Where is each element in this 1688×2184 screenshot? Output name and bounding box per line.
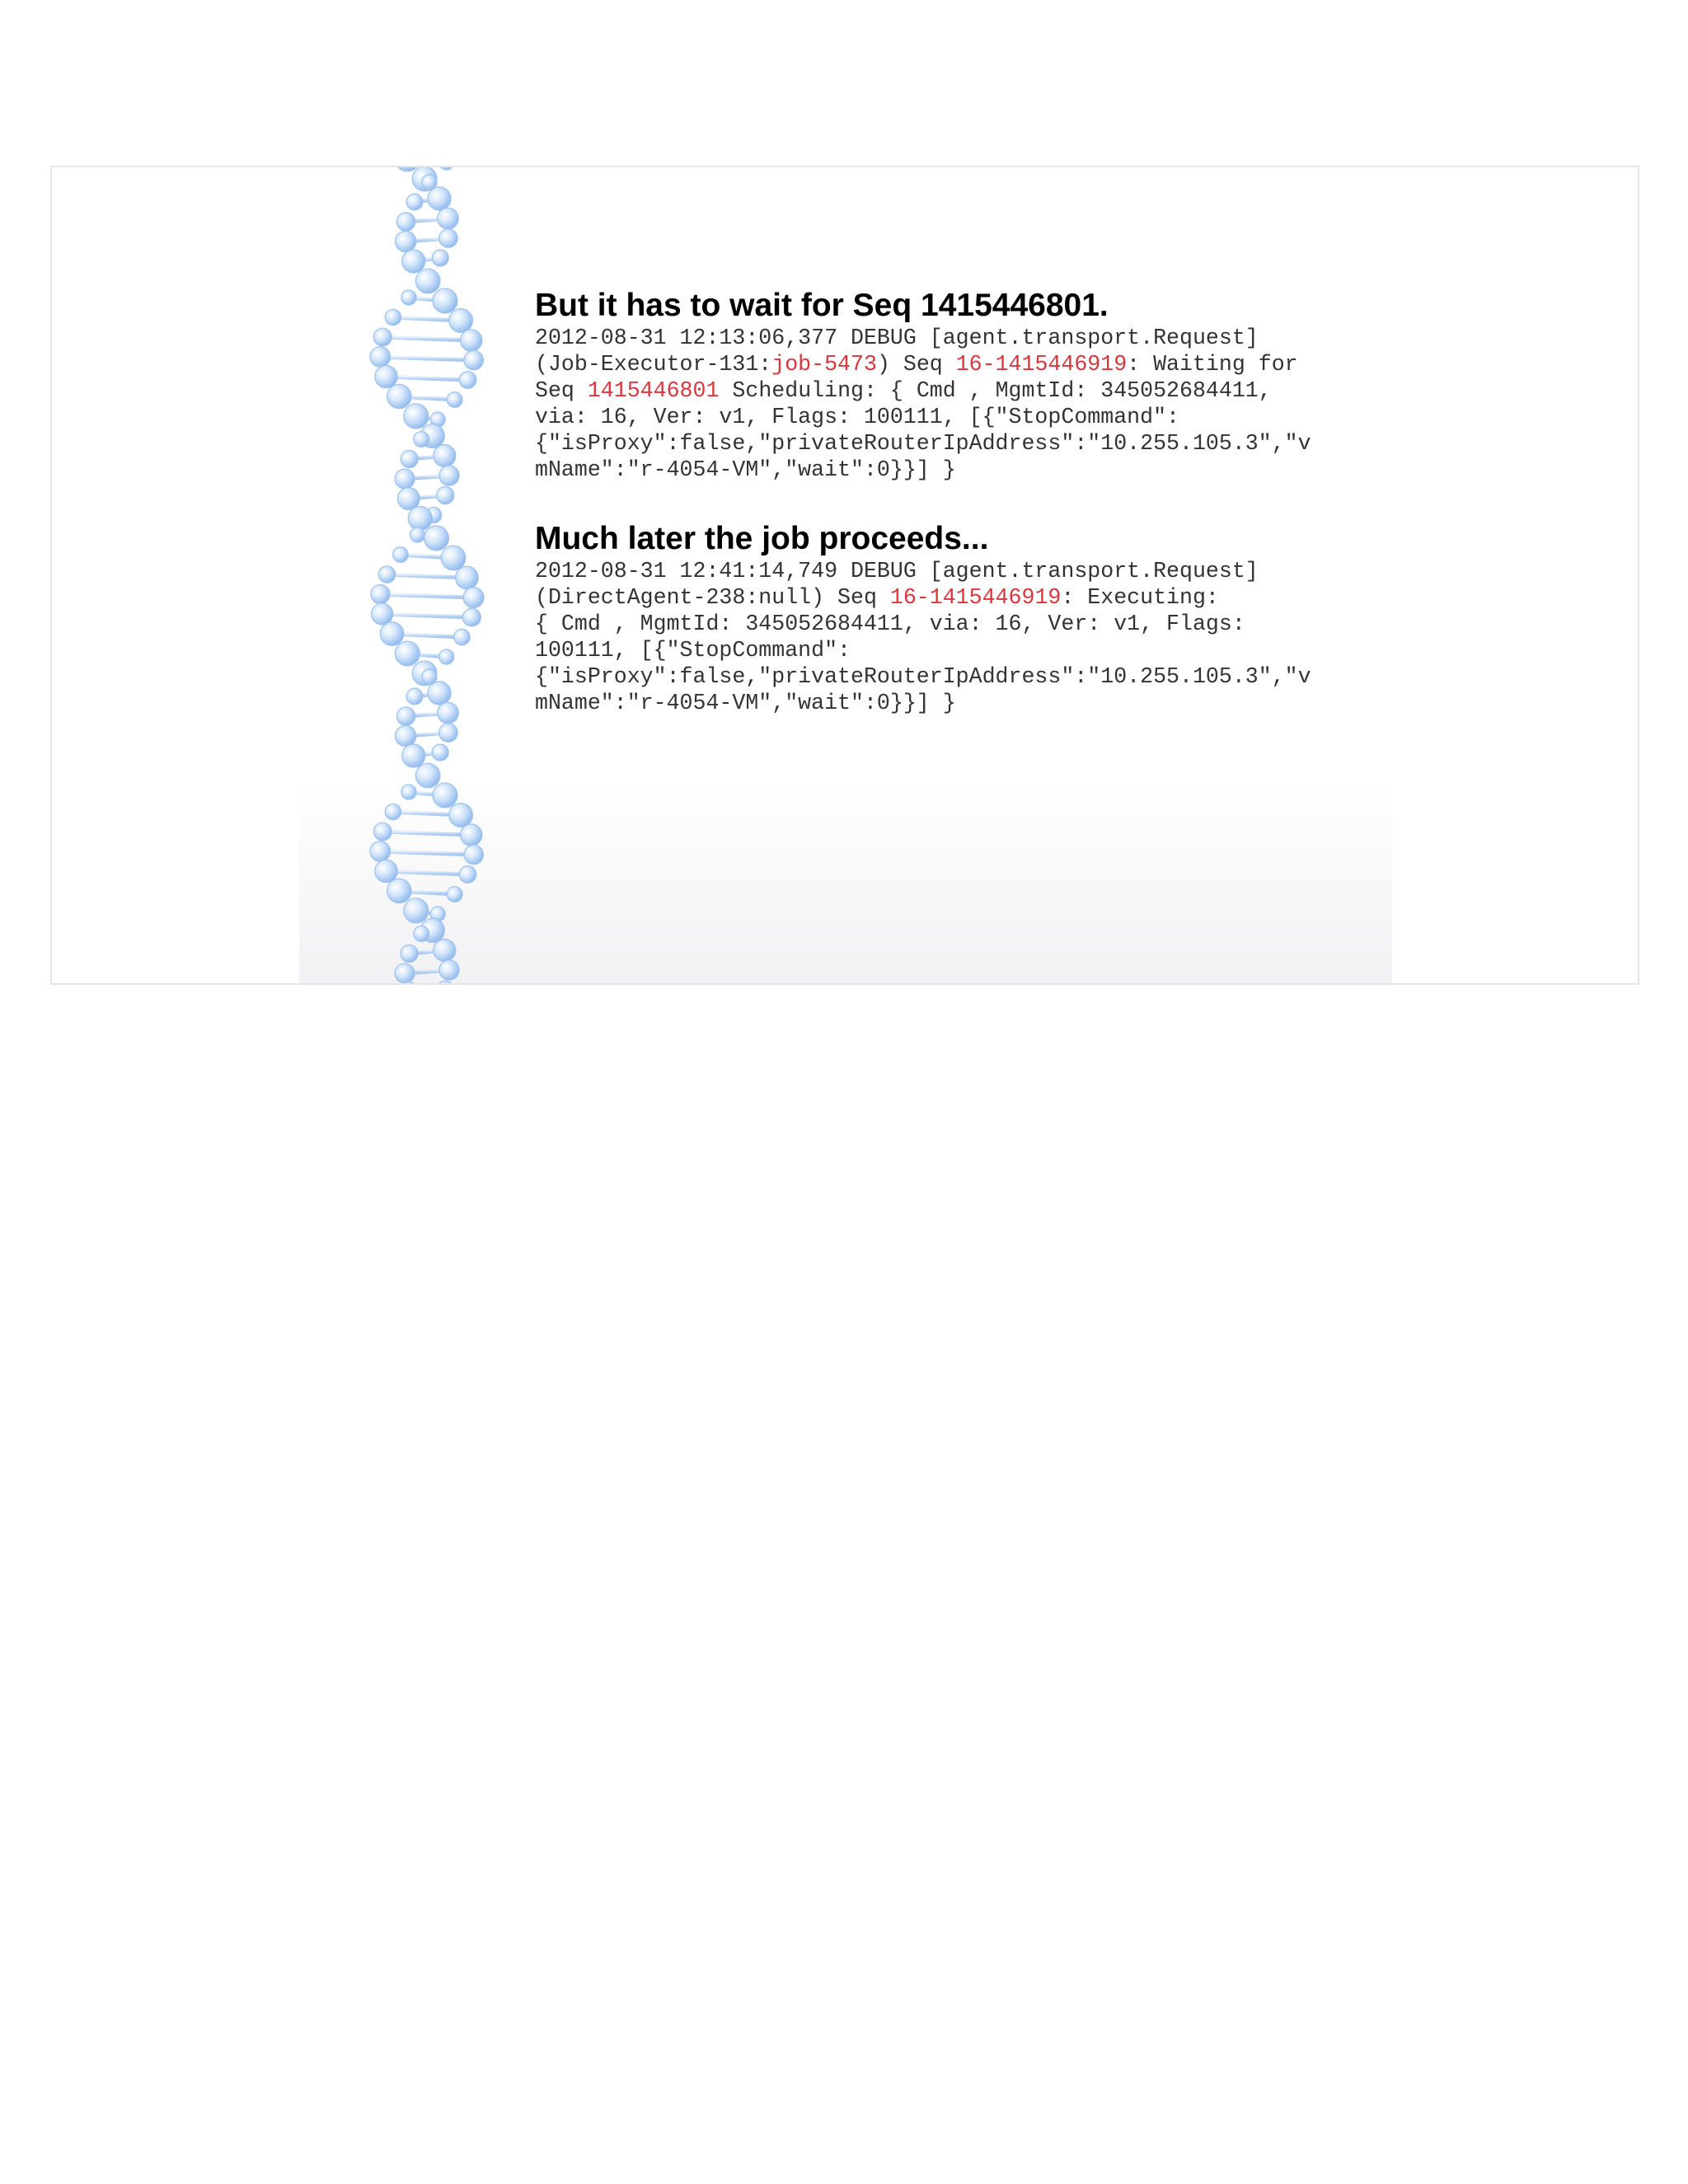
slide-content bbox=[535, 287, 1384, 716]
helix-ball bbox=[432, 744, 448, 761]
helix-ball bbox=[378, 566, 395, 583]
helix-ball bbox=[396, 707, 415, 725]
helix-rung bbox=[387, 574, 467, 578]
slide bbox=[299, 167, 1392, 985]
helix-ball bbox=[372, 603, 393, 625]
helix-ball bbox=[387, 384, 411, 408]
log-line: mName":"r-4054-VM","wait":0}}] } bbox=[535, 457, 956, 482]
helix-ball bbox=[422, 669, 437, 684]
dna-helix-image bbox=[340, 167, 505, 985]
helix-ball bbox=[406, 194, 423, 210]
log-line: 2012-08-31 12:13:06,377 DEBUG [agent.transport.Request] bbox=[535, 326, 1259, 350]
helix-ball bbox=[433, 288, 457, 313]
helix-ball bbox=[464, 845, 483, 864]
helix-ball bbox=[459, 866, 476, 883]
log-line: (DirectAgent-238:null) Seq 16-1415446919: Executing: bbox=[535, 585, 1219, 610]
helix-ball bbox=[433, 783, 457, 808]
helix-rung bbox=[387, 871, 468, 874]
heading-wait: But it has to wait for Seq 1415446801. bbox=[535, 288, 1109, 323]
seq-wait-highlight: 1415446801 bbox=[587, 378, 720, 403]
helix-ball bbox=[415, 269, 440, 293]
helix-ball bbox=[380, 622, 404, 646]
helix-ball bbox=[396, 213, 415, 231]
helix-ball bbox=[462, 608, 481, 626]
helix-ball bbox=[395, 641, 420, 666]
helix-ball bbox=[439, 466, 459, 485]
helix-ball bbox=[461, 330, 482, 351]
helix-ball bbox=[401, 785, 416, 799]
job-id-highlight: job-5473 bbox=[771, 352, 877, 377]
log-line: Seq 1415446801 Scheduling: { Cmd , MgmtId: 345052684411, bbox=[535, 378, 1272, 403]
helix-ball bbox=[447, 887, 462, 902]
helix-ball bbox=[393, 547, 409, 563]
helix-ball bbox=[456, 566, 479, 589]
helix-ball bbox=[395, 469, 415, 489]
helix-ball bbox=[441, 546, 465, 569]
helix-ball bbox=[428, 682, 451, 705]
log-block-executing bbox=[535, 558, 1384, 716]
helix-ball bbox=[397, 488, 420, 510]
helix-ball bbox=[395, 231, 415, 251]
heading-proceeds: Much later the job proceeds... bbox=[535, 521, 989, 556]
helix-ball bbox=[375, 365, 397, 387]
helix-rung bbox=[382, 614, 472, 617]
helix-ball bbox=[401, 451, 418, 468]
helix-ball bbox=[439, 229, 458, 248]
helix-ball bbox=[449, 804, 473, 827]
helix-ball bbox=[401, 945, 418, 963]
helix-ball bbox=[459, 372, 476, 389]
log-line: 100111, [{"StopCommand": bbox=[535, 638, 851, 663]
helix-ball bbox=[370, 347, 391, 368]
helix-ball bbox=[401, 290, 416, 305]
helix-ball bbox=[461, 824, 482, 846]
helix-ball bbox=[437, 981, 454, 985]
log-line: 2012-08-31 12:41:14,749 DEBUG [agent.transport.Request] bbox=[535, 559, 1259, 583]
helix-ball bbox=[432, 250, 448, 266]
seq-highlight: 16-1415446919 bbox=[889, 585, 1062, 610]
helix-ball bbox=[422, 175, 437, 190]
log-line: { Cmd , MgmtId: 345052684411, via: 16, Ver: v1, Flags: bbox=[535, 612, 1245, 636]
helix-ball bbox=[438, 208, 459, 229]
helix-ball bbox=[437, 486, 454, 504]
helix-ball bbox=[371, 584, 390, 603]
log-line: via: 16, Ver: v1, Flags: 100111, [{"StopCommand": bbox=[535, 405, 1179, 429]
slide-frame bbox=[50, 166, 1639, 985]
helix-ball bbox=[414, 926, 429, 942]
helix-ball bbox=[428, 187, 451, 210]
helix-ball bbox=[385, 309, 401, 325]
helix-ball bbox=[395, 725, 415, 746]
helix-ball bbox=[404, 404, 429, 429]
helix-ball bbox=[385, 804, 401, 819]
helix-rung bbox=[387, 377, 468, 380]
helix-ball bbox=[402, 250, 425, 273]
helix-ball bbox=[454, 629, 470, 644]
log-line: mName":"r-4054-VM","wait":0}}] } bbox=[535, 691, 956, 715]
helix-ball bbox=[395, 963, 415, 983]
helix-ball bbox=[424, 526, 448, 551]
seq-highlight: 16-1415446919 bbox=[955, 352, 1128, 377]
helix-ball bbox=[387, 879, 411, 902]
helix-ball bbox=[373, 823, 392, 841]
helix-ball bbox=[434, 940, 456, 962]
helix-ball bbox=[439, 167, 454, 170]
helix-ball bbox=[414, 432, 429, 448]
helix-rung bbox=[380, 357, 474, 360]
helix-rung bbox=[382, 337, 471, 340]
helix-ball bbox=[375, 860, 397, 882]
log-line: (Job-Executor-131:job-5473) Seq 16-1415446919: Waiting for bbox=[535, 352, 1298, 377]
helix-rung bbox=[380, 594, 473, 598]
helix-ball bbox=[404, 898, 429, 923]
helix-ball bbox=[439, 649, 454, 664]
helix-ball bbox=[373, 328, 392, 346]
helix-ball bbox=[406, 688, 423, 705]
helix-ball bbox=[370, 841, 391, 862]
log-line: {"isProxy":false,"privateRouterIpAddress":"10.255.105.3","v bbox=[535, 431, 1311, 456]
helix-ball bbox=[449, 309, 473, 333]
helix-ball bbox=[439, 724, 458, 743]
helix-ball bbox=[434, 445, 456, 467]
helix-ball bbox=[438, 702, 459, 724]
helix-ball bbox=[464, 350, 483, 369]
helix-ball bbox=[415, 763, 440, 788]
helix-ball bbox=[410, 527, 425, 542]
log-block-waiting bbox=[535, 325, 1384, 483]
helix-ball bbox=[439, 960, 459, 980]
helix-rung bbox=[380, 851, 474, 855]
helix-rung bbox=[382, 832, 471, 835]
helix-ball bbox=[408, 507, 432, 531]
helix-ball bbox=[447, 392, 462, 408]
log-line: {"isProxy":false,"privateRouterIpAddress":"10.255.105.3","v bbox=[535, 664, 1311, 689]
helix-ball bbox=[402, 744, 425, 767]
helix-ball bbox=[463, 588, 484, 608]
